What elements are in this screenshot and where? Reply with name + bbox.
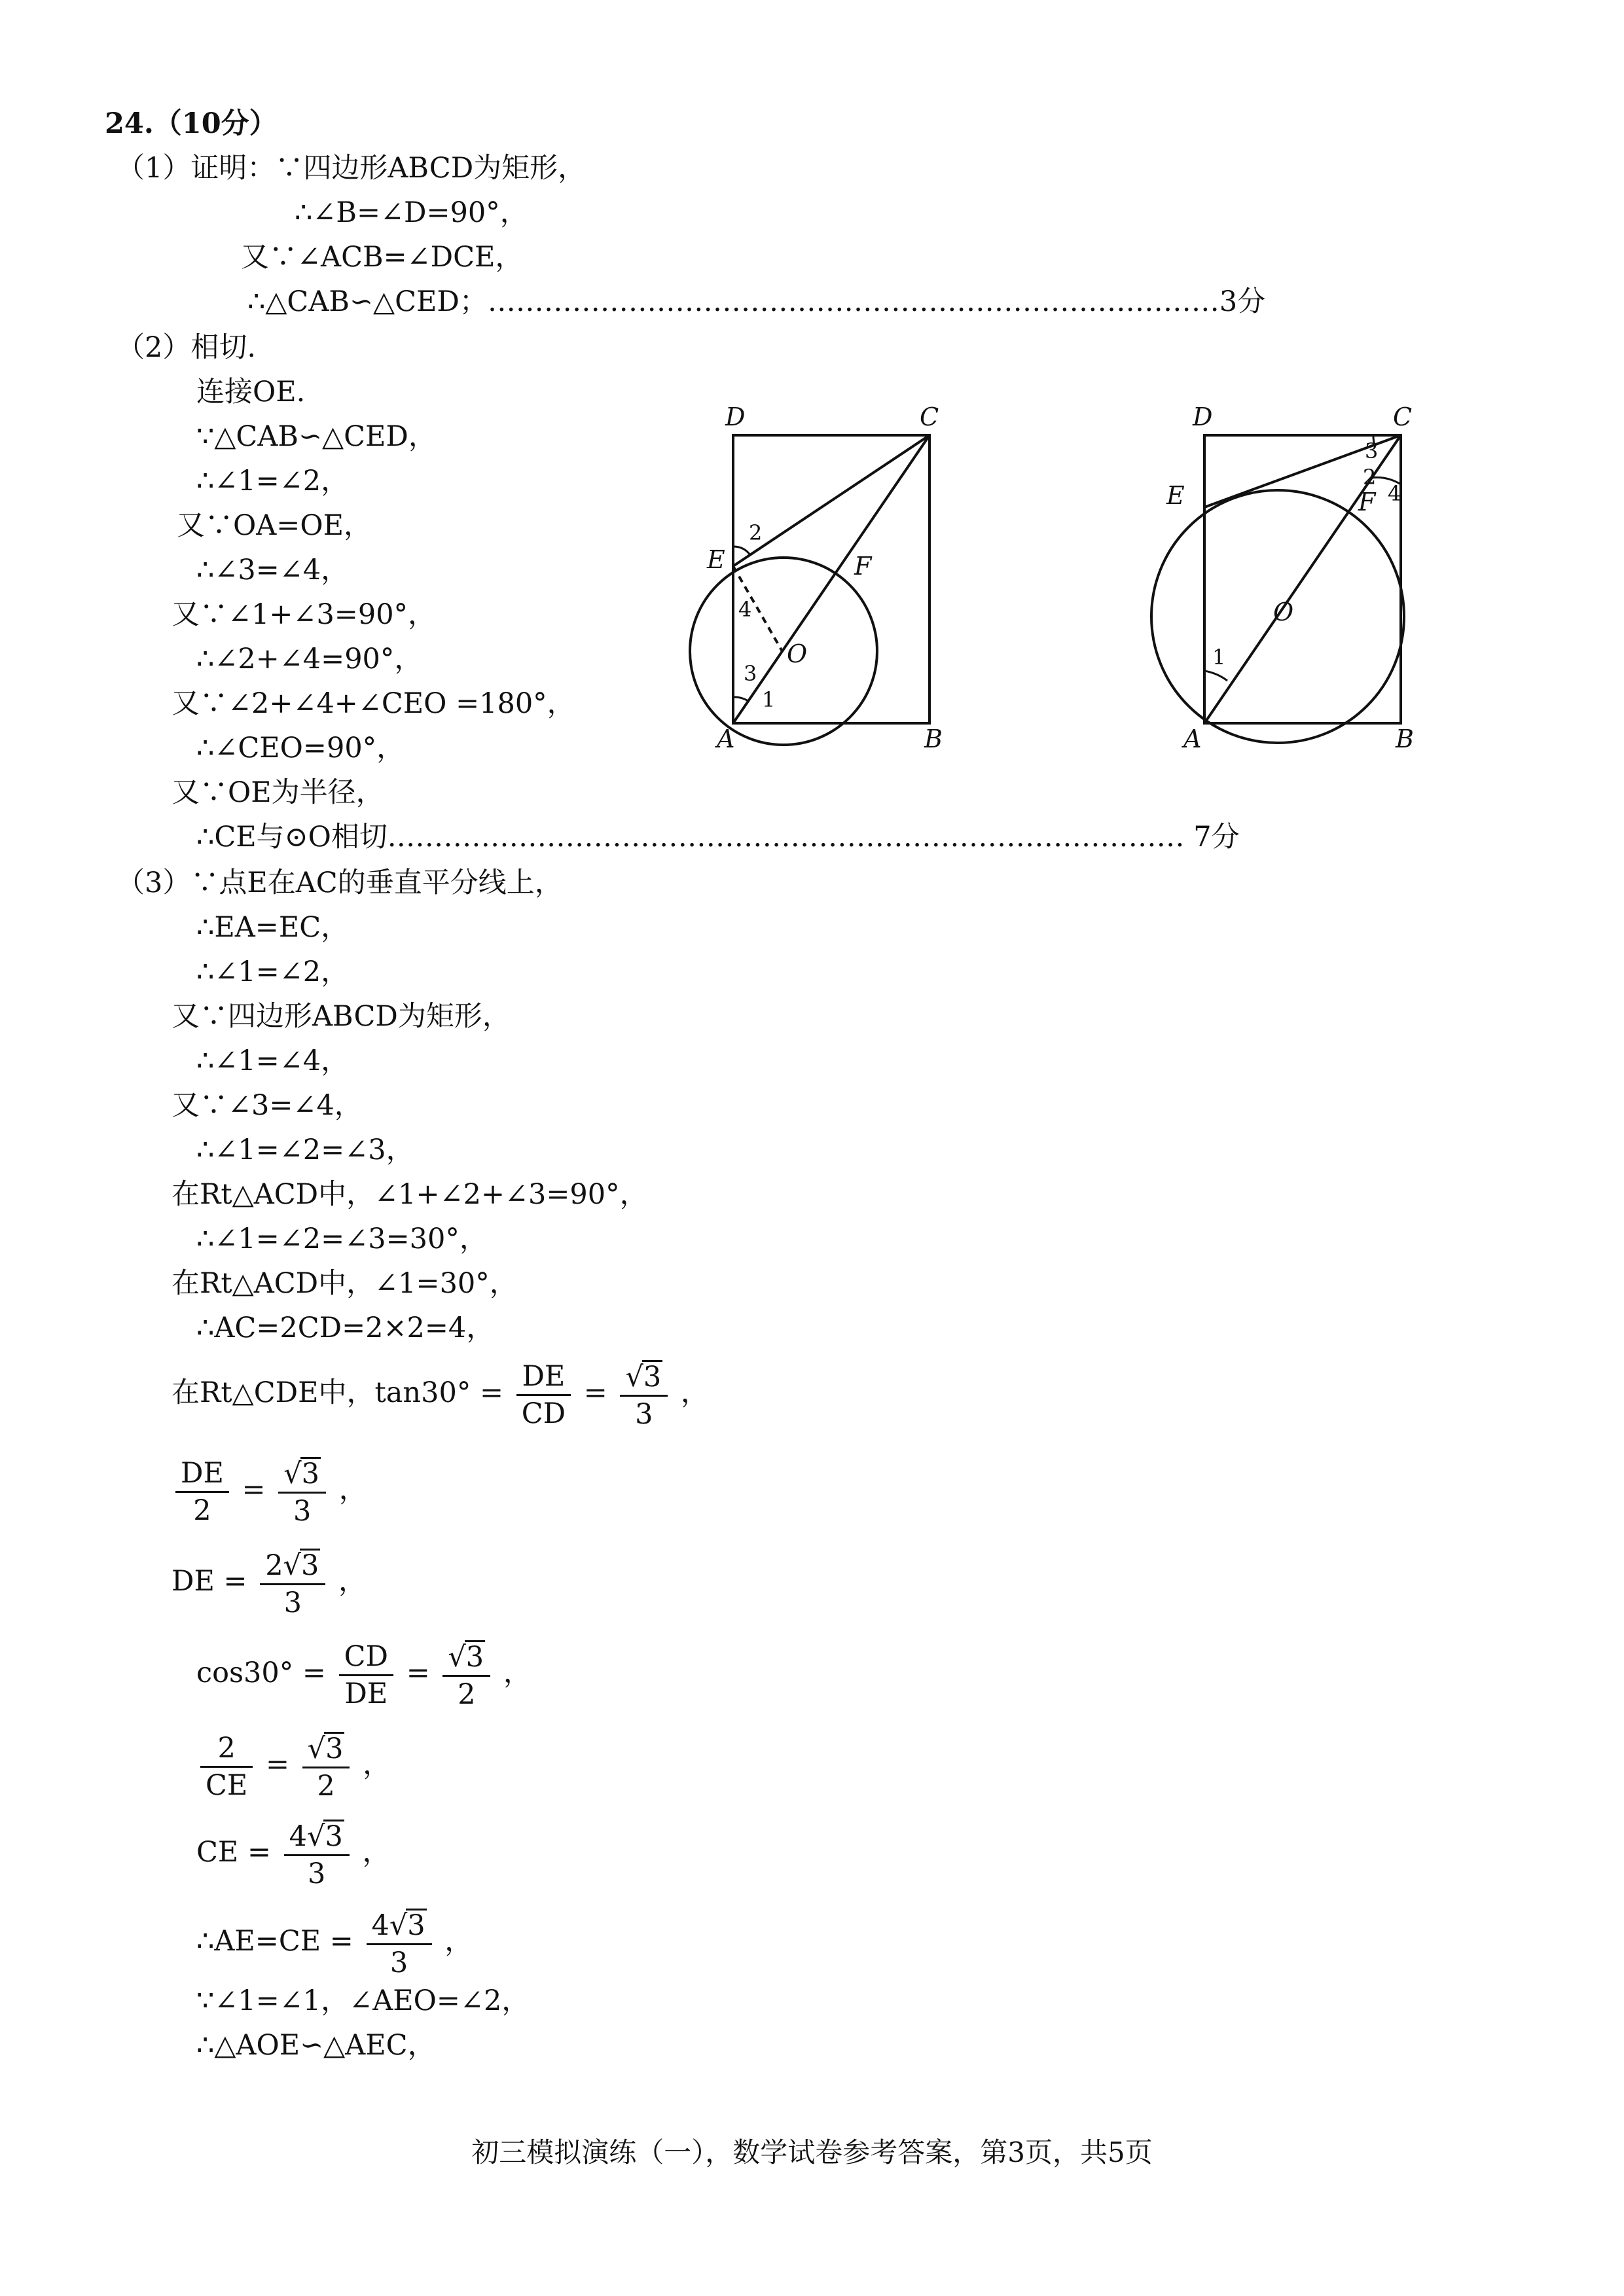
sqrt-symbol: √3 bbox=[389, 1909, 425, 1942]
part2-line9: 又∵∠2+∠4+∠CEO =180°， bbox=[171, 687, 575, 720]
part2-line2: 连接OE. bbox=[196, 376, 306, 408]
sqrt-symbol: √3 bbox=[307, 1732, 344, 1765]
diagonal-ac bbox=[733, 435, 929, 723]
label-d: D bbox=[1193, 403, 1213, 431]
label-e: E bbox=[707, 545, 725, 574]
eq4-prefix: cos30° = bbox=[196, 1657, 326, 1689]
angle-label-3: 3 bbox=[1365, 439, 1379, 463]
eq1-fraction-root3-3 bbox=[620, 1360, 668, 1429]
eq5-fraction-root3-2 bbox=[302, 1732, 350, 1801]
angle-arc-1 bbox=[1204, 671, 1227, 681]
part3-line10: 在Rt△ACD中，∠1=30°， bbox=[171, 1267, 518, 1300]
angle-label-1: 1 bbox=[762, 687, 776, 712]
eq4-equals: = bbox=[406, 1657, 430, 1689]
eq7-rden: 3 bbox=[389, 1946, 408, 1979]
part2-line10: ∴∠CEO=90°， bbox=[196, 732, 405, 764]
eq3-fraction-2root3-3 bbox=[260, 1549, 325, 1618]
part2-line5: 又∵OA=OE， bbox=[177, 509, 372, 542]
eq1-rnum bbox=[620, 1360, 668, 1397]
label-d: D bbox=[725, 403, 746, 431]
eq4-den: DE bbox=[344, 1677, 388, 1710]
eq6-prefix: CE = bbox=[196, 1836, 271, 1869]
angle-label-4: 4 bbox=[1388, 481, 1401, 506]
eq6-end: ， bbox=[362, 1836, 391, 1869]
eq1-rden: 3 bbox=[635, 1398, 653, 1431]
label-a: A bbox=[1183, 725, 1202, 753]
eq4-end: ， bbox=[503, 1657, 532, 1689]
eq5-den: CE bbox=[206, 1768, 248, 1802]
equation-ce-value bbox=[196, 1820, 390, 1889]
part1-line1: （1）证明：∵四边形ABCD为矩形， bbox=[117, 152, 586, 185]
eq4-fraction-cd-de bbox=[339, 1641, 393, 1709]
question-header: 24.（10分） bbox=[105, 107, 278, 140]
part3-line5: ∴∠1=∠4， bbox=[196, 1045, 350, 1077]
equation-tan30 bbox=[171, 1360, 709, 1429]
part2-line3: ∵△CAB∽△CED， bbox=[196, 420, 437, 453]
angle-arc-2 bbox=[733, 547, 750, 555]
label-b: B bbox=[924, 725, 943, 753]
eq7-rnum bbox=[367, 1909, 432, 1945]
part3-line4: 又∵四边形ABCD为矩形， bbox=[171, 1000, 511, 1033]
part2-line4: ∴∠1=∠2， bbox=[196, 465, 350, 497]
part3-line8: 在Rt△ACD中，∠1+∠2+∠3=90°， bbox=[171, 1178, 648, 1211]
label-f: F bbox=[1358, 488, 1376, 516]
eq3-rnum bbox=[260, 1549, 325, 1585]
geometry-figure-1 bbox=[681, 399, 962, 753]
eq1-radicand: 3 bbox=[643, 1361, 662, 1393]
sqrt-symbol: √3 bbox=[283, 1458, 320, 1490]
eq4-rnum bbox=[442, 1640, 490, 1677]
eq6-fraction-4root3-3 bbox=[284, 1820, 350, 1889]
angle-label-2: 2 bbox=[1363, 465, 1377, 490]
part3-line3: ∴∠1=∠2， bbox=[196, 956, 350, 988]
sqrt-symbol: √3 bbox=[307, 1820, 343, 1853]
eq3-rden: 3 bbox=[283, 1587, 302, 1619]
angle-label-4: 4 bbox=[738, 597, 752, 622]
eq6-rden: 3 bbox=[308, 1857, 326, 1890]
eq4-num: CD bbox=[339, 1641, 393, 1676]
angle-label-3: 3 bbox=[744, 661, 757, 686]
eq5-fraction-2-ce bbox=[200, 1733, 253, 1801]
eq5-rden: 2 bbox=[317, 1770, 335, 1803]
part3-line2: ∴EA=EC， bbox=[196, 911, 350, 944]
eq2-radicand: 3 bbox=[301, 1458, 320, 1490]
eq2-equals: = bbox=[242, 1473, 266, 1506]
part3-line1: （3）∵点E在AC的垂直平分线上， bbox=[117, 867, 563, 899]
eq2-num: DE bbox=[175, 1458, 229, 1493]
eq2-fraction-de-2 bbox=[175, 1458, 229, 1526]
label-b: B bbox=[1396, 725, 1414, 753]
equation-cos30 bbox=[196, 1640, 532, 1710]
part3-line13: ∴△AOE∽△AEC， bbox=[196, 2029, 436, 2062]
eq7-coef: 4 bbox=[371, 1909, 389, 1942]
eq1-prefix: 在Rt△CDE中，tan30° = bbox=[171, 1376, 504, 1409]
geometry-figure-2 bbox=[1126, 399, 1440, 753]
part2-line7: 又∵∠1+∠3=90°， bbox=[171, 598, 437, 631]
eq2-rden: 3 bbox=[293, 1495, 312, 1528]
label-o: O bbox=[1273, 598, 1294, 626]
eq6-coef: 4 bbox=[289, 1820, 308, 1853]
label-e: E bbox=[1166, 481, 1185, 510]
eq3-prefix: DE = bbox=[171, 1565, 247, 1598]
part3-line12: ∵∠1=∠1，∠AEO=∠2， bbox=[196, 1984, 530, 2017]
eq1-den: CD bbox=[521, 1397, 566, 1430]
segment-ec bbox=[733, 435, 929, 566]
eq2-den: 2 bbox=[193, 1494, 211, 1527]
eq5-end: ， bbox=[363, 1748, 391, 1781]
eq3-radicand: 3 bbox=[301, 1549, 319, 1582]
equation-de-value bbox=[171, 1549, 367, 1618]
equation-2-over-ce bbox=[196, 1732, 391, 1801]
eq1-fraction-de-cd bbox=[516, 1361, 571, 1429]
equation-ae-ce bbox=[196, 1909, 473, 1978]
eq5-num: 2 bbox=[200, 1733, 253, 1768]
part1-line3: 又∵∠ACB=∠DCE， bbox=[241, 241, 524, 274]
part3-line7: ∴∠1=∠2=∠3， bbox=[196, 1134, 414, 1166]
part2-line6: ∴∠3=∠4， bbox=[196, 554, 350, 586]
part3-line6: 又∵∠3=∠4， bbox=[171, 1089, 363, 1122]
eq1-equals: = bbox=[583, 1376, 607, 1409]
part2-line8: ∴∠2+∠4=90°， bbox=[196, 643, 423, 675]
label-c: C bbox=[920, 403, 939, 431]
angle-arc-1 bbox=[733, 697, 748, 701]
part2-line12: ∴CE与⊙O相切.………………………………………………………………………… 7分 bbox=[196, 821, 1240, 853]
eq7-prefix: ∴AE=CE = bbox=[196, 1925, 353, 1958]
part1-line4: ∴△CAB∽△CED；……………………………………………………………………3分 bbox=[247, 285, 1266, 318]
eq2-fraction-root3-3 bbox=[278, 1457, 326, 1526]
eq2-end: ， bbox=[338, 1473, 367, 1506]
eq2-rnum bbox=[278, 1457, 326, 1494]
eq4-rden: 2 bbox=[458, 1678, 476, 1711]
angle-label-1: 1 bbox=[1212, 645, 1226, 670]
eq6-rnum bbox=[284, 1820, 350, 1856]
eq7-end: ， bbox=[444, 1925, 473, 1958]
eq5-equals: = bbox=[265, 1748, 289, 1781]
sqrt-symbol: √3 bbox=[283, 1549, 319, 1582]
eq5-rnum bbox=[302, 1732, 350, 1768]
eq3-coef: 2 bbox=[265, 1549, 283, 1582]
label-a: A bbox=[717, 725, 735, 753]
sqrt-symbol: √3 bbox=[625, 1361, 662, 1393]
eq7-radicand: 3 bbox=[407, 1909, 425, 1942]
sqrt-symbol: √3 bbox=[448, 1641, 484, 1674]
page-footer: 初三模拟演练（一），数学试卷参考答案，第3页，共5页 bbox=[471, 2136, 1153, 2168]
eq1-end: ， bbox=[680, 1376, 709, 1409]
part1-line2: ∴∠B=∠D=90°， bbox=[295, 196, 528, 229]
label-f: F bbox=[854, 552, 872, 581]
eq4-radicand: 3 bbox=[465, 1641, 484, 1674]
equation-de-over-2 bbox=[171, 1457, 367, 1526]
part3-line9: ∴∠1=∠2=∠3=30°， bbox=[196, 1223, 488, 1255]
part2-line11: 又∵OE为半径， bbox=[171, 776, 384, 809]
eq3-end: ， bbox=[338, 1565, 367, 1598]
part2-line1: （2）相切. bbox=[117, 331, 257, 364]
eq4-fraction-root3-2 bbox=[442, 1640, 490, 1710]
label-o: O bbox=[787, 639, 808, 668]
eq7-fraction-4root3-3 bbox=[367, 1909, 432, 1978]
eq1-num: DE bbox=[516, 1361, 571, 1396]
angle-label-2: 2 bbox=[749, 520, 763, 545]
part3-line11: ∴AC=2CD=2×2=4， bbox=[196, 1312, 495, 1344]
eq6-radicand: 3 bbox=[325, 1820, 343, 1853]
label-c: C bbox=[1393, 403, 1413, 431]
eq5-radicand: 3 bbox=[325, 1732, 344, 1765]
